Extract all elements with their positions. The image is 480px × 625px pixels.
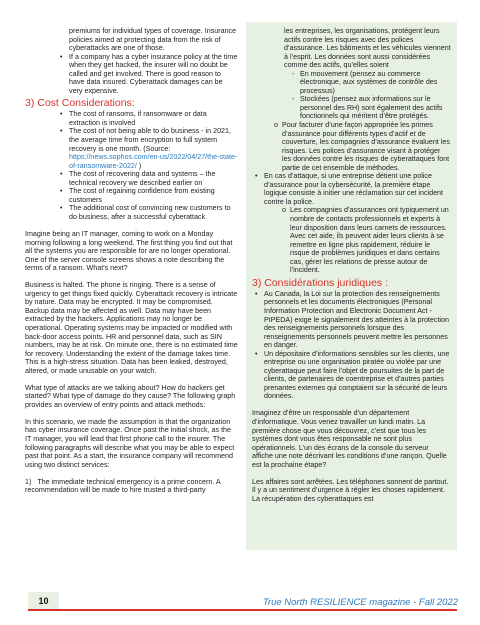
bullet-list xyxy=(25,53,238,96)
item-number: 1) xyxy=(25,477,32,486)
list-item: • The cost of ransoms, if ransomware or data extraction is involved xyxy=(25,110,238,127)
numbered-paragraph xyxy=(25,478,238,495)
list-item: • If a company has a cyber insurance policy at the time when they get hacked, the insurer will no doubt be called and get involved. There is good reason to have data insured. Cyberattack damages can be very expensive. xyxy=(25,53,238,96)
list-item: • The cost of recovering data and systems – the technical recovery we described earlier on xyxy=(25,170,238,187)
o-marker: o xyxy=(282,206,286,215)
o-item xyxy=(252,121,451,172)
dash-marker: - xyxy=(292,95,295,104)
dash-item xyxy=(252,70,451,96)
list-item: • En cas d’attaque, si une entreprise détient une police d’assurance pour la cybersécurité, la première étape logique consiste à initier une réclamation sur cet incident contre la police. xyxy=(252,172,451,206)
section-heading-legal: 3) Considérations juridiques : xyxy=(252,276,388,289)
page-number: 10 xyxy=(28,592,59,611)
list-item xyxy=(25,127,238,170)
english-column xyxy=(25,27,238,495)
list-item: • The cost of regaining confidence from existing customers xyxy=(25,187,238,204)
dash-marker: - xyxy=(292,69,295,78)
o-item-text: Les compagnies d’assurances ont typiquement un nombre de contacts professionnels et experts à leur disposition dans leurs carnets de ressources. Avec cet aide, ils peuvent aider leurs clients à se remettre en ligne plus rapidement, réduire le risque de problèmes juridiques et dans certains cas, gérer les relations de presse autour de l’incident. xyxy=(290,206,449,275)
paragraph: Imagine being an IT manager, coming to work on a Monday morning following a long weekend. The first thing you find out that all the systems you are responsible for are no longer operational. One of the server console screens shows a note describing the terms of a ransom. What’s next? xyxy=(25,229,233,273)
paragraph: In this scenario, we made the assumption is that the organization has cyber insurance coverage. Once past the initial shock, as the IT manager, you will lead that first phone call to the insurer. The following paragraphs will describe what you may be able to expect past that point. As a start, the insurance company will recommend using two distinct services: xyxy=(25,417,235,469)
paragraph: What type of attacks are we talking about? How do hackers get started? What type of damage do they cause? The following graph provides an overview of entry points and attack methods: xyxy=(25,383,236,409)
section-heading-cost: 3) Cost Considerations: xyxy=(25,97,135,110)
o-marker: o xyxy=(274,121,278,130)
french-column xyxy=(246,22,457,550)
paragraph: Imaginez d’être un responsable d’un département d’informatique. Vous venez travailler un lundi matin. La première chose que vous découvrez, c’est que tous les systèmes dont vous êtes responsable ne sont plus opérationnels. L’un des écrans de la console du serveur affiche une note décrivant les conditions d’une rançon. Quelle est la prochaine étape? xyxy=(252,409,447,469)
o-item-text: Pour facturer d’une façon appropriée les primes d’assurance pour différents types d’actif et de couverture, les compagnies d’assurance évaluent les risques. Les polices d’assurance visant à protéger les données contre les risques de cyberattaques font partie de cet ensemble de méthodes. xyxy=(282,121,450,172)
list-item: • Un dépositaire d’informations sensibles sur les clients, une entreprise ou une organisation piratée ou violée par une cyberattaque peut faire l’objet de poursuites de la part de clients, de partenaires de coentreprise et d’autres parties prenantes externes qui comptaient sur la sécurité de leurs données. xyxy=(252,350,451,401)
dash-item-text: Stockées (pensez aux informations sur le personnel des RH) sont également des actifs fonctionnels qui méritent d’être protégés. xyxy=(300,95,443,121)
magazine-footer-title: True North RESILIENCE magazine - Fall 2022 xyxy=(262,597,458,608)
paragraph-text: The immediate technical emergency is a prime concern. A recommendation will be made to hire trusted a third-party xyxy=(25,477,221,495)
list-item-text: The cost of not being able to do business - in 2021, the average time from encryption to full system recovery is one month. (Source: xyxy=(69,127,231,153)
paragraph: Business is halted. The phone is ringing. There is a sense of urgency to get things fixed quickly. Cyberattack recovery is intricate by nature. Data may be encrypted. It may be compromised. Backup data may be affected as well. Data may have been extracted by the hackers. Applications may no longer be operational. Operating systems may be impacted or modified with back-door access points. HR and personnel data, such as SIN numbers, may be at risk. On minute one, there is no estimated time for recovery. Understanding the extent of the damage takes time. This is a high-stress situation. Data has been leaked, destroyed, altered, or made unusable on your watch. xyxy=(25,281,238,375)
cost-bullet-list xyxy=(25,110,238,221)
source-link[interactable]: https://news.sophos.com/en-us/2022/04/27/the-state-of-ransomware-2022/ xyxy=(69,153,238,170)
dash-item-text: En mouvement (pensez au commerce électronique, aux systèmes de contrôle des processus) xyxy=(300,69,438,95)
paragraph: Les affaires sont arrêtées. Les téléphones sonnent de partout. Il y a un sentiment d’urgence à régler les choses rapidement. La récupération des cyberattaques est xyxy=(252,477,449,503)
paragraph: premiums for individual types of coverage. Insurance policies aimed at protecting data from the risk of cyberattacks are one of those. xyxy=(69,27,237,53)
list-item: • Au Canada, la Loi sur la protection des renseignements personnels et les documents électroniques (Personal Information Protection and Electronic Document Act - PIPEDA) exige le signalement des atteintes à la protection des renseignements personnels lorsque des renseignements personnels peuvent mettre les personnes en danger. xyxy=(252,290,451,350)
list-item-text: ) xyxy=(136,161,142,170)
dash-item xyxy=(252,95,451,121)
legal-bullet-list xyxy=(252,290,451,401)
paragraph: les entreprises, les organisations, protégent leurs actifs contre les risques avec des polices d’assurance. Les bâtiments et les véhicules viennent à l’esprit. Les données sont aussi considérées comme des actifs, qu’elles soient xyxy=(284,27,451,70)
bullet-list xyxy=(252,172,451,206)
footer-divider xyxy=(59,609,457,611)
o-item xyxy=(252,206,451,274)
list-item: • The additional cost of convincing new customers to do business, after a successful cyberattack xyxy=(25,204,238,221)
